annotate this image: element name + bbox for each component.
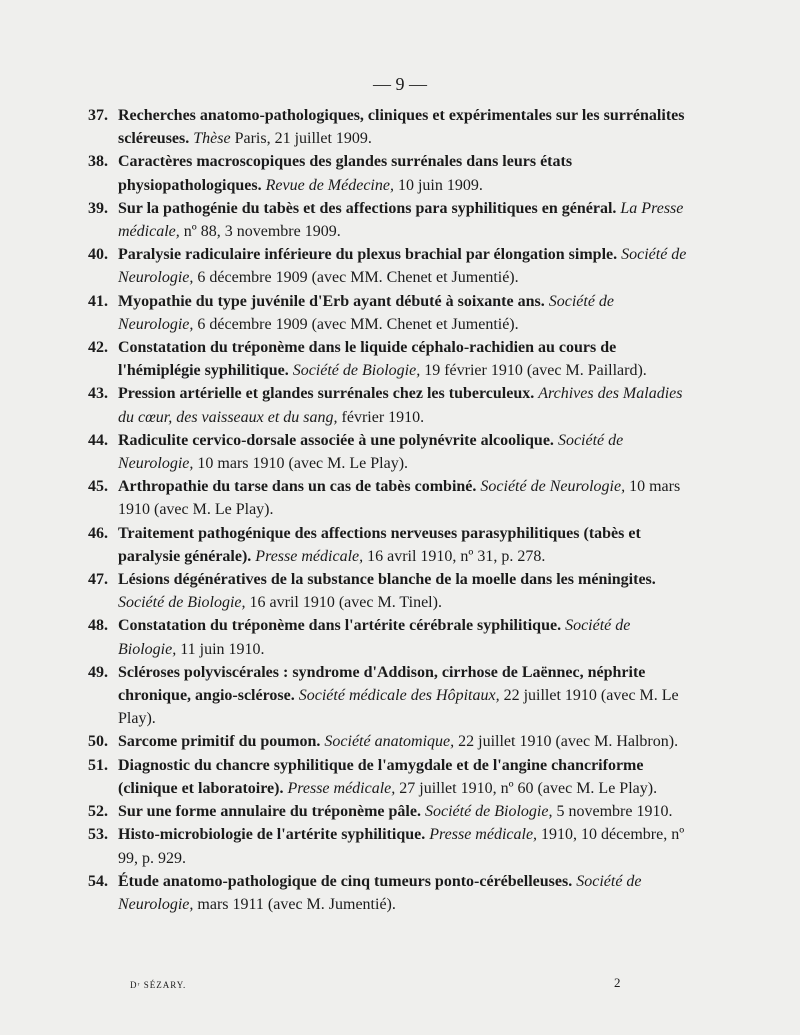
entry-details: 22 juillet 1910 (avec M. Halbron). <box>454 733 679 751</box>
bibliography-entry <box>88 800 688 823</box>
bibliography-entry <box>88 730 688 753</box>
entry-details: 10 mars 1910 (avec M. Le Play). <box>118 478 681 519</box>
entry-title: Myopathie du type juvénile d'Erb ayant débuté à soixante ans. <box>118 292 545 310</box>
entry-venue: Société de Biologie, <box>118 594 246 612</box>
bibliography-list <box>88 104 688 916</box>
entry-number: 53. <box>88 826 108 844</box>
entry-venue: Société de Biologie, <box>118 617 631 658</box>
bibliography-entry <box>88 754 688 800</box>
entry-details: 1910, 10 décembre, nº 99, p. 929. <box>118 826 685 867</box>
entry-venue: Société médicale des Hôpitaux, <box>298 687 500 705</box>
entry-venue: Presse médicale, <box>287 779 396 797</box>
entry-venue: Société de Neurologie, <box>118 246 687 287</box>
entry-venue: Archives des Maladies du cœur, des vaisseaux et du sang, <box>118 385 683 426</box>
entry-venue: Revue de Médecine, <box>265 176 394 194</box>
bibliography-entry <box>88 197 688 243</box>
entry-number: 54. <box>88 872 108 890</box>
entry-number: 41. <box>88 292 108 310</box>
entry-venue: Société anatomique, <box>324 733 455 751</box>
author-footer: Dʳ SÉZARY. <box>130 980 187 990</box>
entry-number: 44. <box>88 431 108 449</box>
entry-details: 19 février 1910 (avec M. Paillard). <box>420 362 647 380</box>
entry-title: Paralysie radiculaire inférieure du plexus brachial par élongation simple. <box>118 246 618 264</box>
entry-title: Sur la pathogénie du tabès et des affections para syphilitiques en général. <box>118 199 617 217</box>
entry-title: Caractères macroscopiques des glandes surrénales dans leurs états physiopathologiques. <box>118 153 573 194</box>
entry-title: Radiculite cervico-dorsale associée à une polynévrite alcoolique. <box>118 431 554 449</box>
entry-venue: Société de Biologie, <box>424 803 553 821</box>
bibliography-entry <box>88 614 688 660</box>
entry-number: 37. <box>88 107 108 124</box>
entry-number: 38. <box>88 153 108 171</box>
entry-number: 46. <box>88 524 108 542</box>
entry-title: Sur une forme annulaire du tréponème pâle. <box>118 803 421 821</box>
entry-number: 49. <box>88 663 108 681</box>
entry-number: 51. <box>88 756 108 774</box>
entry-title: Étude anatomo-pathologique de cinq tumeurs ponto-cérébelleuses. <box>118 872 573 890</box>
entry-title: Histo-microbiologie de l'artérite syphilitique. <box>118 826 426 844</box>
entry-number: 52. <box>88 803 108 821</box>
entry-number: 45. <box>88 478 108 496</box>
entry-details: 6 décembre 1909 (avec MM. Chenet et Jumentié). <box>193 269 519 287</box>
entry-number: 40. <box>88 246 108 264</box>
entry-details: Paris, 21 juillet 1909. <box>230 130 372 148</box>
bibliography-entry <box>88 475 688 521</box>
entry-details: 16 avril 1910 (avec M. Tinel). <box>245 594 442 612</box>
signature-mark: 2 <box>614 975 621 990</box>
entry-venue: Société de Neurologie, <box>118 431 624 473</box>
bibliography-entry <box>88 382 688 428</box>
entry-title: Constatation du tréponème dans le liquide céphalo-rachidien au cours de l'hémiplégie syphilitique. <box>118 339 617 380</box>
entry-details: février 1910. <box>337 408 425 426</box>
bibliography-entry <box>88 522 688 568</box>
entry-details: mars 1911 (avec M. Jumentié). <box>193 895 396 913</box>
entry-details: 6 décembre 1909 (avec MM. Chenet et Jumentié). <box>193 315 519 333</box>
bibliography-entry <box>88 243 688 289</box>
bibliography-entry <box>88 568 688 614</box>
entry-venue: Presse médicale, <box>255 547 364 565</box>
entry-number: 50. <box>88 733 108 751</box>
entry-details: 5 novembre 1910. <box>552 803 673 821</box>
bibliography-entry <box>88 290 688 336</box>
entry-venue: Société de Biologie, <box>292 362 421 380</box>
bibliography-entry <box>88 150 688 196</box>
entry-details: 27 juillet 1910, nº 60 (avec M. Le Play). <box>395 779 658 797</box>
entry-title: Traitement pathogénique des affections nerveuses parasyphilitiques (tabès et paralysie générale). <box>118 524 641 565</box>
entry-venue: Société de Neurologie, <box>118 872 642 913</box>
entry-details: 11 juin 1910. <box>176 640 265 658</box>
entry-title: Sarcome primitif du poumon. <box>118 733 321 751</box>
entry-venue: Thèse <box>193 130 231 148</box>
entry-details: 10 mars 1910 (avec M. Le Play). <box>193 455 409 473</box>
entry-number: 42. <box>88 339 108 357</box>
page-number: — 9 — <box>373 74 427 94</box>
entry-details: 16 avril 1910, nº 31, p. 278. <box>363 547 546 565</box>
entry-details: 22 juillet 1910 (avec M. Le Play). <box>118 687 679 728</box>
entry-title: Scléroses polyviscérales : syndrome d'Addison, cirrhose de Laënnec, néphrite chronique, angio-sclérose. <box>118 663 646 705</box>
bibliography-entry <box>88 104 688 150</box>
entry-number: 48. <box>88 617 108 635</box>
entry-title: Diagnostic du chancre syphilitique de l'amygdale et de l'angine chancriforme (clinique et laboratoire). <box>118 756 644 797</box>
entry-number: 39. <box>88 199 108 217</box>
entry-title: Lésions dégénératives de la substance blanche de la moelle dans les méningites. <box>118 571 656 589</box>
entry-title: Arthropathie du tarse dans un cas de tabès combiné. <box>118 478 477 496</box>
entry-venue: La Presse médicale, <box>118 199 684 241</box>
bibliography-entry <box>88 336 688 382</box>
entry-title: Recherches anatomo-pathologiques, cliniques et expérimentales sur les surrénalites scléreuses. <box>118 107 685 148</box>
entry-venue: Société de Neurologie, <box>118 292 615 333</box>
bibliography-entry <box>88 823 688 869</box>
bibliography-entry <box>88 870 688 916</box>
entry-details: 10 juin 1909. <box>393 176 483 194</box>
entry-number: 43. <box>88 385 108 403</box>
entry-title: Constatation du tréponème dans l'artérite cérébrale syphilitique. <box>118 617 562 635</box>
entry-venue: Presse médicale, <box>429 826 538 844</box>
bibliography-entry <box>88 661 688 731</box>
entry-title: Pression artérielle et glandes surrénales chez les tuberculeux. <box>118 385 535 403</box>
entry-details: nº 88, 3 novembre 1909. <box>179 223 341 241</box>
bibliography-entry <box>88 429 688 475</box>
entry-number: 47. <box>88 571 108 589</box>
entry-venue: Société de Neurologie, <box>480 478 626 496</box>
